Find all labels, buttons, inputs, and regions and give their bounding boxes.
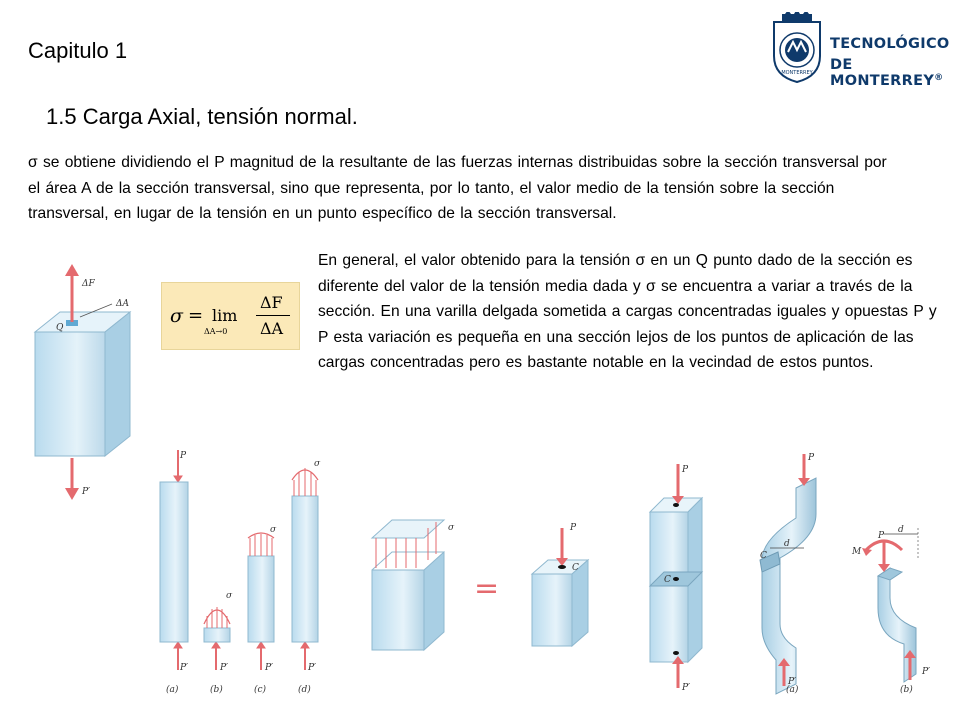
svg-text:C: C bbox=[760, 551, 767, 561]
logo-line-1: TECNOLÓGICO bbox=[830, 36, 950, 52]
svg-text:P′: P′ bbox=[220, 663, 229, 673]
svg-text:C: C bbox=[664, 575, 671, 585]
svg-text:(a): (a) bbox=[166, 685, 179, 695]
svg-text:M: M bbox=[852, 547, 862, 557]
eccentric-load-figure bbox=[740, 448, 950, 696]
svg-text:P: P bbox=[878, 531, 885, 541]
equals-sign: = bbox=[474, 571, 500, 606]
stress-equivalence-figure bbox=[362, 508, 612, 658]
svg-text:σ: σ bbox=[448, 523, 455, 533]
svg-text:σ: σ bbox=[270, 525, 277, 535]
svg-text:P: P bbox=[180, 451, 187, 461]
svg-text:P: P bbox=[570, 523, 577, 533]
svg-text:d: d bbox=[898, 525, 904, 535]
svg-text:(c): (c) bbox=[254, 685, 267, 695]
svg-text:P′: P′ bbox=[682, 683, 691, 693]
stress-formula-box: σ = lim ΔA→0 ΔF ΔA bbox=[161, 282, 300, 350]
svg-text:ΔA: ΔA bbox=[116, 299, 129, 309]
svg-text:P′: P′ bbox=[922, 667, 931, 677]
svg-text:σ: σ bbox=[314, 459, 321, 469]
svg-text:P′: P′ bbox=[265, 663, 274, 673]
chapter-heading: Capitulo 1 bbox=[28, 38, 128, 63]
element-stress-figure bbox=[20, 262, 150, 502]
svg-text:P′: P′ bbox=[788, 677, 797, 687]
svg-text:d: d bbox=[784, 539, 790, 549]
svg-text:P: P bbox=[808, 453, 815, 463]
svg-text:(d): (d) bbox=[298, 685, 311, 695]
stress-distribution-bars-figure bbox=[150, 448, 335, 698]
svg-text:(a): (a) bbox=[786, 685, 799, 695]
logo-line-2: DE MONTERREY® bbox=[830, 57, 944, 89]
centric-load-column-figure bbox=[638, 454, 718, 694]
svg-text:(b): (b) bbox=[900, 685, 913, 695]
tec-monterrey-logo bbox=[768, 12, 958, 89]
svg-text:P′: P′ bbox=[308, 663, 317, 673]
svg-text:Q: Q bbox=[56, 323, 64, 333]
svg-text:P′: P′ bbox=[180, 663, 189, 673]
seal-icon bbox=[768, 12, 826, 84]
svg-text:P: P bbox=[682, 465, 689, 475]
svg-text:MONTERREY: MONTERREY bbox=[781, 70, 813, 76]
paragraph-stress-variation: En general, el valor obtenido para la tensión σ en un Q punto dado de la sección es diferente del valor de la tensión media dada y σ se encuentra a variar a través de la sección. En una varilla delgada sometida a cargas concentradas iguales y opuestas P y P esta variación es pequeña en una sección lejos de los puntos de aplicación de las cargas concentradas pero es bastante notable en la vecindad de estos puntos. bbox=[318, 252, 937, 371]
svg-text:(b): (b) bbox=[210, 685, 223, 695]
svg-text:ΔF: ΔF bbox=[82, 279, 95, 289]
svg-text:C: C bbox=[572, 563, 579, 573]
paragraph-average-stress: σ se obtiene dividiendo el P magnitud de la resultante de las fuerzas internas distribuidas sobre la sección transversal por el área A de la sección transversal, sino que representa, por lo tanto, el valor medio de la tensión sobre la sección transversal, en lugar de la tensión en un punto específico de la sección transversal. bbox=[28, 154, 887, 222]
svg-text:σ: σ bbox=[226, 591, 233, 601]
section-title: 1.5 Carga Axial, tensión normal. bbox=[46, 104, 358, 129]
svg-text:P′: P′ bbox=[82, 487, 91, 497]
